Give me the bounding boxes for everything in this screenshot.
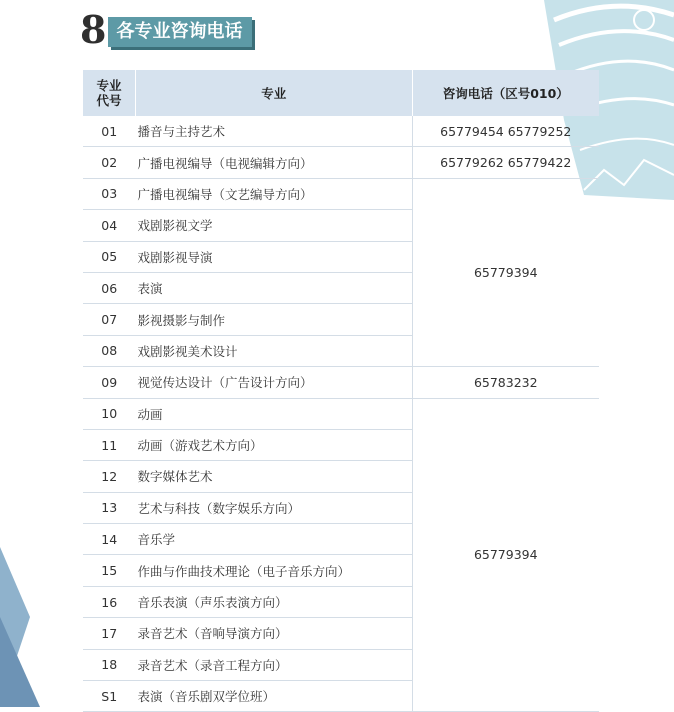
phone-number: 65779394: [412, 178, 599, 366]
column-header-major: 专业: [136, 70, 413, 116]
major-code: 07: [83, 304, 136, 335]
major-code: 16: [83, 586, 136, 617]
major-name: 音乐学: [136, 524, 413, 555]
major-code: 14: [83, 524, 136, 555]
section-header: [80, 7, 252, 52]
major-code: 18: [83, 649, 136, 680]
major-code: 12: [83, 461, 136, 492]
major-name: 影视摄影与制作: [136, 304, 413, 335]
major-code: 02: [83, 147, 136, 178]
major-code: 11: [83, 429, 136, 460]
phone-number: 65779394: [412, 398, 599, 712]
major-code: 09: [83, 367, 136, 398]
major-code: 13: [83, 492, 136, 523]
major-name: 艺术与科技（数字娱乐方向）: [136, 492, 413, 523]
major-name: 广播电视编导（文艺编导方向）: [136, 178, 413, 209]
table-row: [83, 398, 599, 429]
major-name: 数字媒体艺术: [136, 461, 413, 492]
major-name: 视觉传达设计（广告设计方向）: [136, 367, 413, 398]
major-code: 10: [83, 398, 136, 429]
table-body: [83, 116, 599, 712]
table-header-row: [83, 70, 599, 116]
column-header-code: 专业 代号: [83, 70, 136, 116]
major-name: 表演: [136, 272, 413, 303]
phone-number: 65779262 65779422: [412, 147, 599, 178]
major-name: 播音与主持艺术: [136, 116, 413, 147]
major-code: 05: [83, 241, 136, 272]
major-code: 17: [83, 618, 136, 649]
table-row: [83, 367, 599, 398]
major-code: 15: [83, 555, 136, 586]
major-name: 动画（游戏艺术方向）: [136, 429, 413, 460]
contact-table: [83, 70, 599, 712]
major-name: 录音艺术（音响导演方向）: [136, 618, 413, 649]
column-header-phone: 咨询电话（区号010）: [412, 70, 599, 116]
major-code: 03: [83, 178, 136, 209]
section-number: 8: [80, 7, 107, 52]
major-name: 广播电视编导（电视编辑方向）: [136, 147, 413, 178]
major-name: 戏剧影视文学: [136, 210, 413, 241]
major-code: 01: [83, 116, 136, 147]
major-code: 08: [83, 335, 136, 366]
table-row: [83, 147, 599, 178]
major-name: 戏剧影视美术设计: [136, 335, 413, 366]
major-name: 戏剧影视导演: [136, 241, 413, 272]
table-row: [83, 178, 599, 209]
phone-number: 65779454 65779252: [412, 116, 599, 147]
major-name: 音乐表演（声乐表演方向）: [136, 586, 413, 617]
major-name: 作曲与作曲技术理论（电子音乐方向）: [136, 555, 413, 586]
major-name: 动画: [136, 398, 413, 429]
major-code: 06: [83, 272, 136, 303]
major-code: S1: [83, 681, 136, 712]
major-name: 录音艺术（录音工程方向）: [136, 649, 413, 680]
phone-number: 65783232: [412, 367, 599, 398]
table-row: [83, 116, 599, 147]
major-name: 表演（音乐剧双学位班）: [136, 681, 413, 712]
major-code: 04: [83, 210, 136, 241]
corner-decoration-bottom-left: [0, 547, 40, 707]
section-title: 各专业咨询电话: [108, 17, 252, 47]
